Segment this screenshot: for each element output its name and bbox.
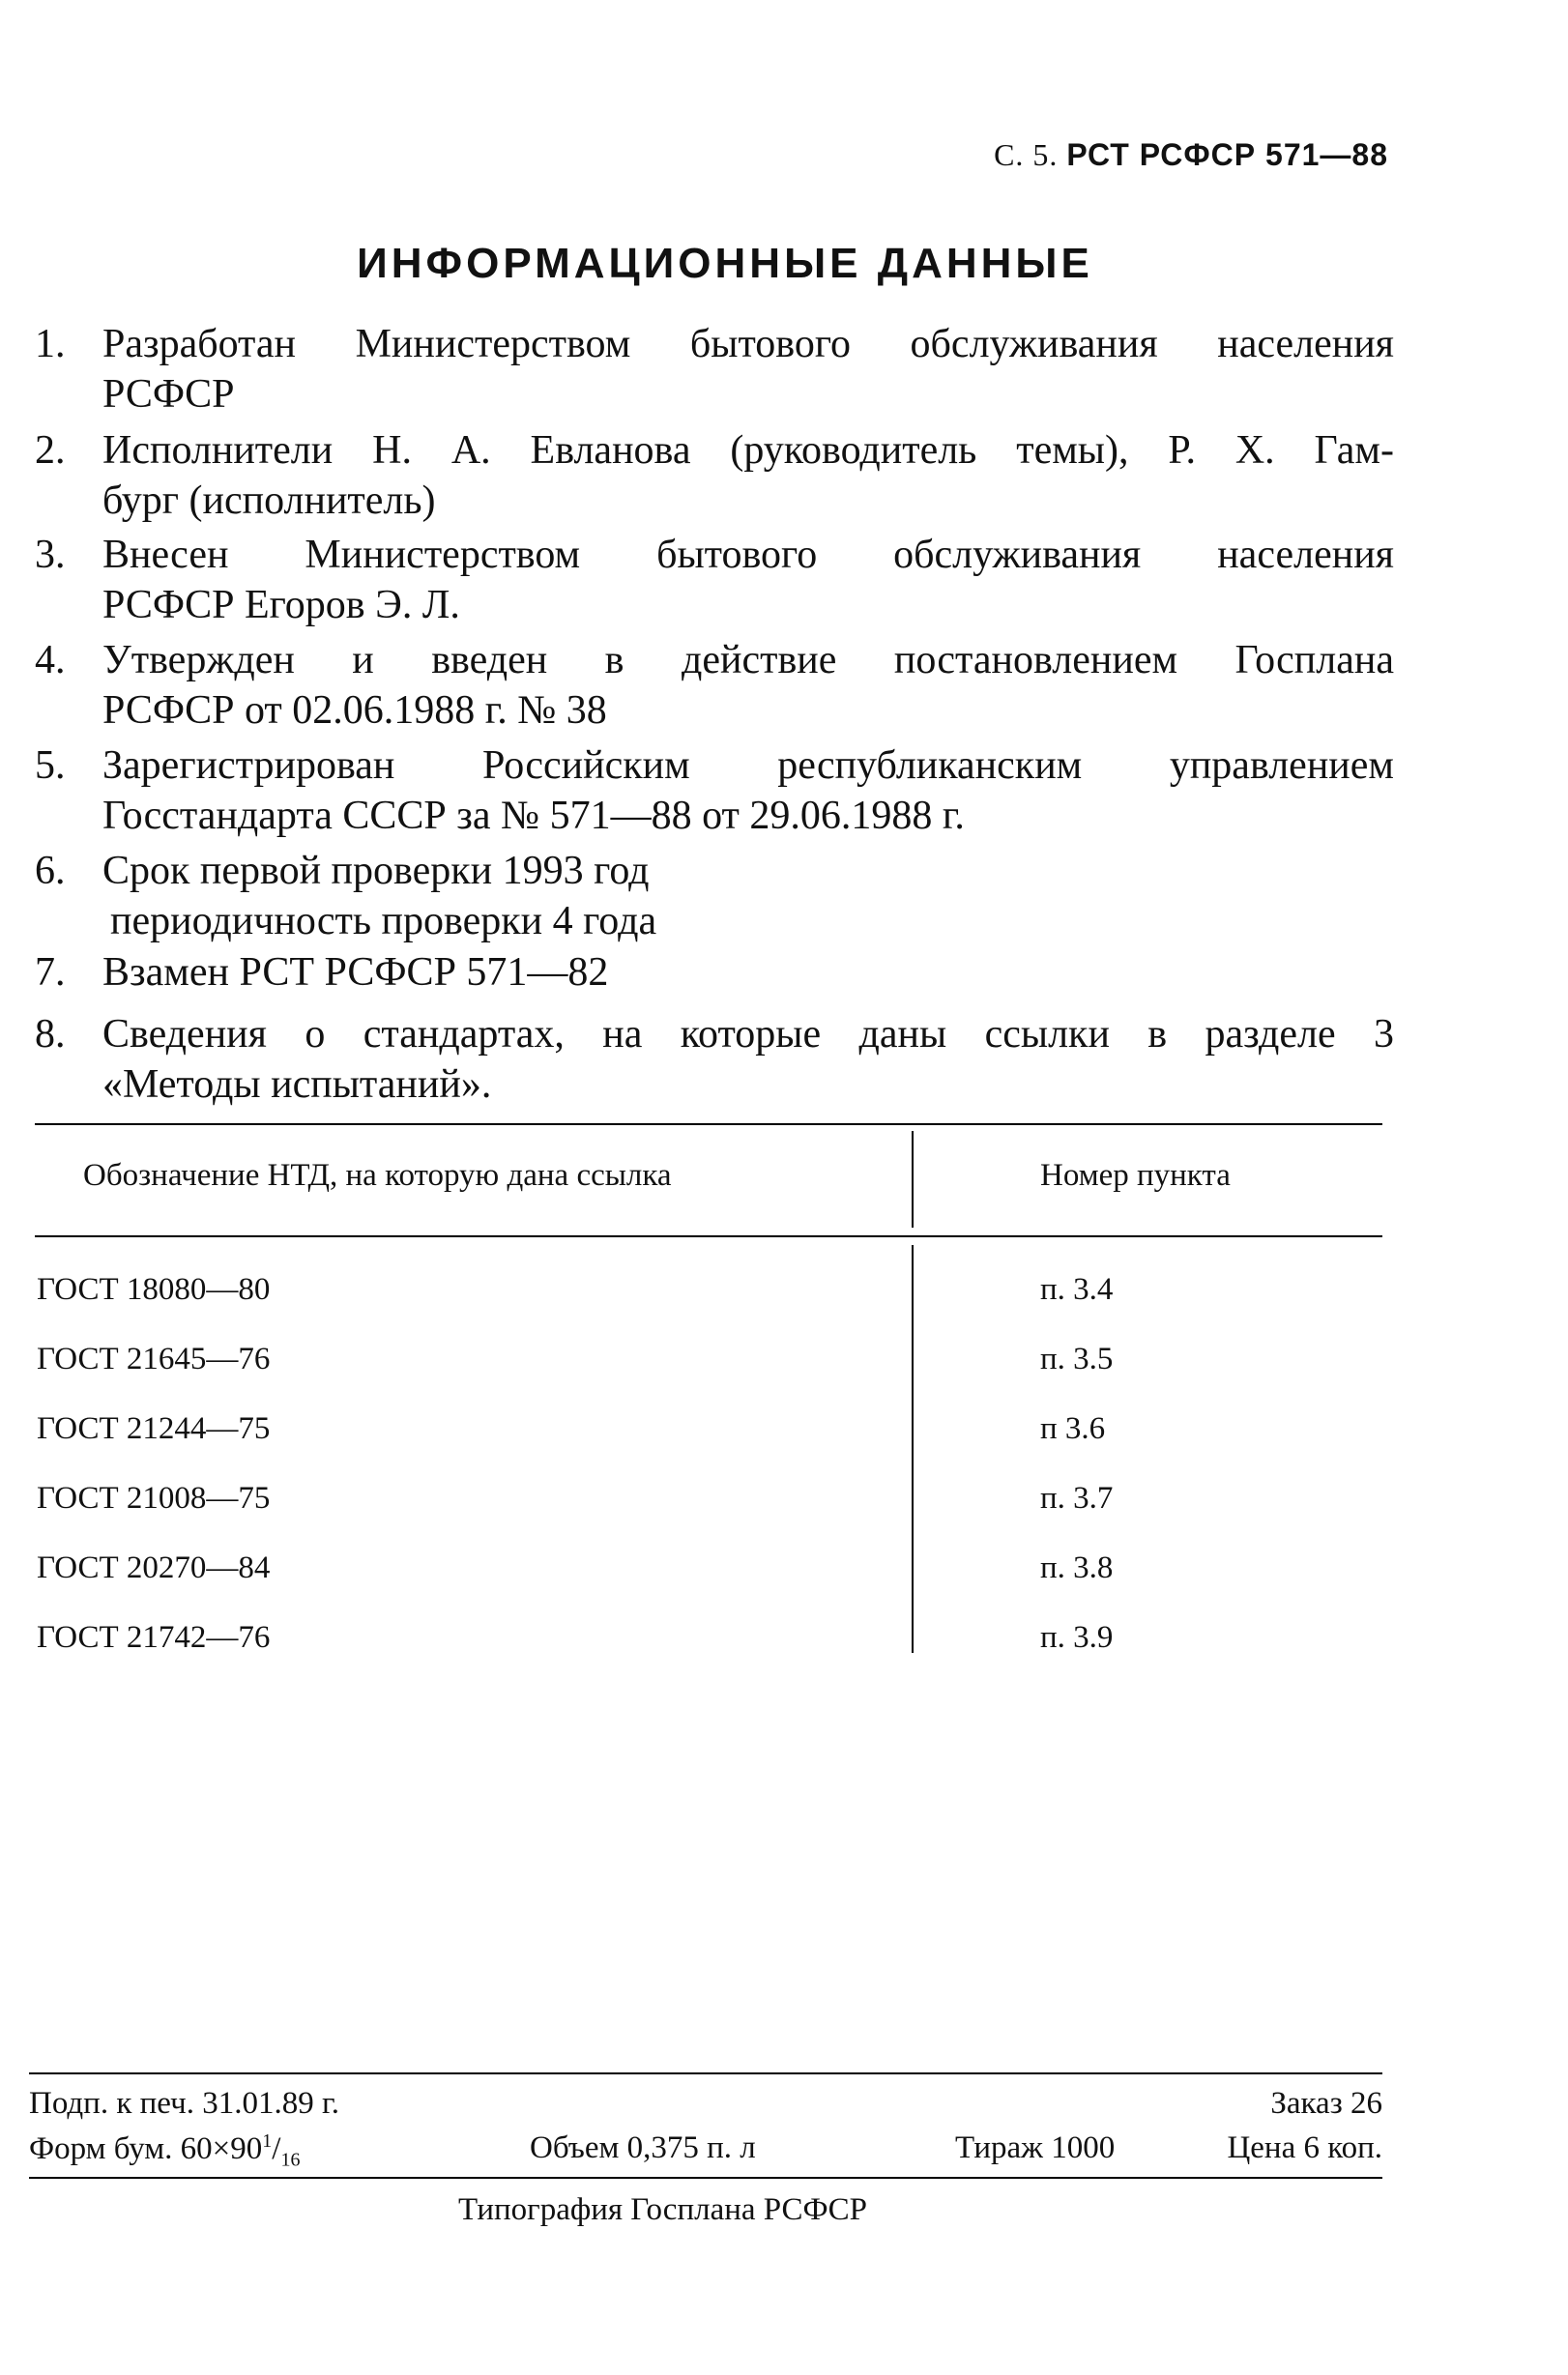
table-cell-designation: ГОСТ 21742—76 (37, 1620, 271, 1655)
standard-reference: РСТ РСФСР 571—88 (1066, 137, 1388, 172)
list-item (35, 947, 1394, 998)
table-cell-clause: п. 3.4 (1040, 1272, 1114, 1307)
item-line: РСФСР Егоров Э. Л. (102, 583, 460, 627)
imprint-format-sup: 1 (262, 2130, 273, 2152)
table-cell-clause: п. 3.8 (1040, 1550, 1114, 1585)
table-cell-designation: ГОСТ 21008—75 (37, 1481, 271, 1516)
item-line: «Методы испытаний». (102, 1062, 492, 1107)
item-line: РСФСР (102, 372, 235, 417)
item-line: Взамен РСТ РСФСР 571—82 (102, 950, 609, 995)
table-cell-designation: ГОСТ 20270—84 (37, 1550, 271, 1585)
item-number: 4. (35, 638, 66, 682)
table-cell-clause: п. 3.7 (1040, 1481, 1114, 1516)
imprint-format: Форм бум. $60\times 90^1/_{16}$ (29, 2130, 301, 2171)
list-item (35, 740, 1394, 841)
page-header (994, 137, 1388, 173)
item-number: 7. (35, 950, 66, 995)
item-number: 3. (35, 533, 66, 577)
item-line: Срок первой проверки 1993 год (102, 849, 650, 893)
item-line: Утвержден и введен в действие постановлением Госплана (102, 638, 1394, 682)
list-item (35, 319, 1394, 420)
imprint-top-rule (29, 2072, 1382, 2074)
item-line: Зарегистрирован Российским республиканским управлением (102, 743, 1394, 788)
imprint-format-sub: 16 (280, 2149, 301, 2171)
item-number: 8. (35, 1012, 66, 1057)
item-line: Разработан Министерством бытового обслуживания населения (102, 322, 1394, 366)
item-line: Госстандарта СССР за № 571—88 от 29.06.1988 г. (102, 794, 965, 838)
imprint-format-text: Форм бум. 60×90 (29, 2131, 263, 2166)
imprint-volume: Объем 0,375 п. л (530, 2130, 756, 2165)
table-cell-clause: п 3.6 (1040, 1411, 1106, 1446)
item-number: 5. (35, 743, 66, 788)
table-header-divider (912, 1131, 914, 1228)
imprint-printer: Типография Госплана РСФСР (458, 2192, 867, 2227)
list-item (35, 425, 1394, 526)
page-number: С. 5. (994, 137, 1059, 172)
item-line: периодичность проверки 4 года (110, 899, 657, 943)
table-body-divider (912, 1245, 914, 1653)
imprint-bottom-rule (29, 2177, 1382, 2179)
table-top-rule (35, 1123, 1382, 1125)
table-cell-designation: ГОСТ 18080—80 (37, 1272, 271, 1307)
table-header-designation: Обозначение НТД, на которую дана ссылка (83, 1158, 672, 1193)
imprint-signed: Подп. к печ. 31.01.89 г. (29, 2086, 340, 2121)
item-line: Внесен Министерством бытового обслуживания населения (102, 533, 1394, 577)
table-cell-clause: п. 3.9 (1040, 1620, 1114, 1655)
item-line: Исполнители Н. А. Евланова (руководитель темы), Р. Х. Гам- (102, 428, 1394, 473)
table-cell-designation: ГОСТ 21645—76 (37, 1342, 271, 1376)
list-item (35, 846, 1394, 946)
item-number: 1. (35, 322, 66, 366)
list-item (35, 1009, 1394, 1110)
section-title: ИНФОРМАЦИОННЫЕ ДАННЫЕ (357, 240, 1093, 287)
list-item (35, 530, 1394, 630)
imprint-order: Заказ 26 (1270, 2086, 1382, 2121)
item-number: 2. (35, 428, 66, 473)
imprint-price: Цена 6 коп. (1227, 2130, 1382, 2165)
table-cell-designation: ГОСТ 21244—75 (37, 1411, 271, 1446)
list-item (35, 635, 1394, 736)
imprint-print-run: Тираж 1000 (955, 2130, 1116, 2165)
item-line: бург (исполнитель) (102, 478, 436, 523)
table-cell-clause: п. 3.5 (1040, 1342, 1114, 1376)
item-line: Сведения о стандартах, на которые даны ссылки в разделе 3 (102, 1012, 1394, 1057)
item-line: РСФСР от 02.06.1988 г. № 38 (102, 688, 607, 733)
table-header-clause: Номер пункта (1040, 1158, 1231, 1193)
item-number: 6. (35, 849, 66, 893)
table-header-rule (35, 1235, 1382, 1237)
